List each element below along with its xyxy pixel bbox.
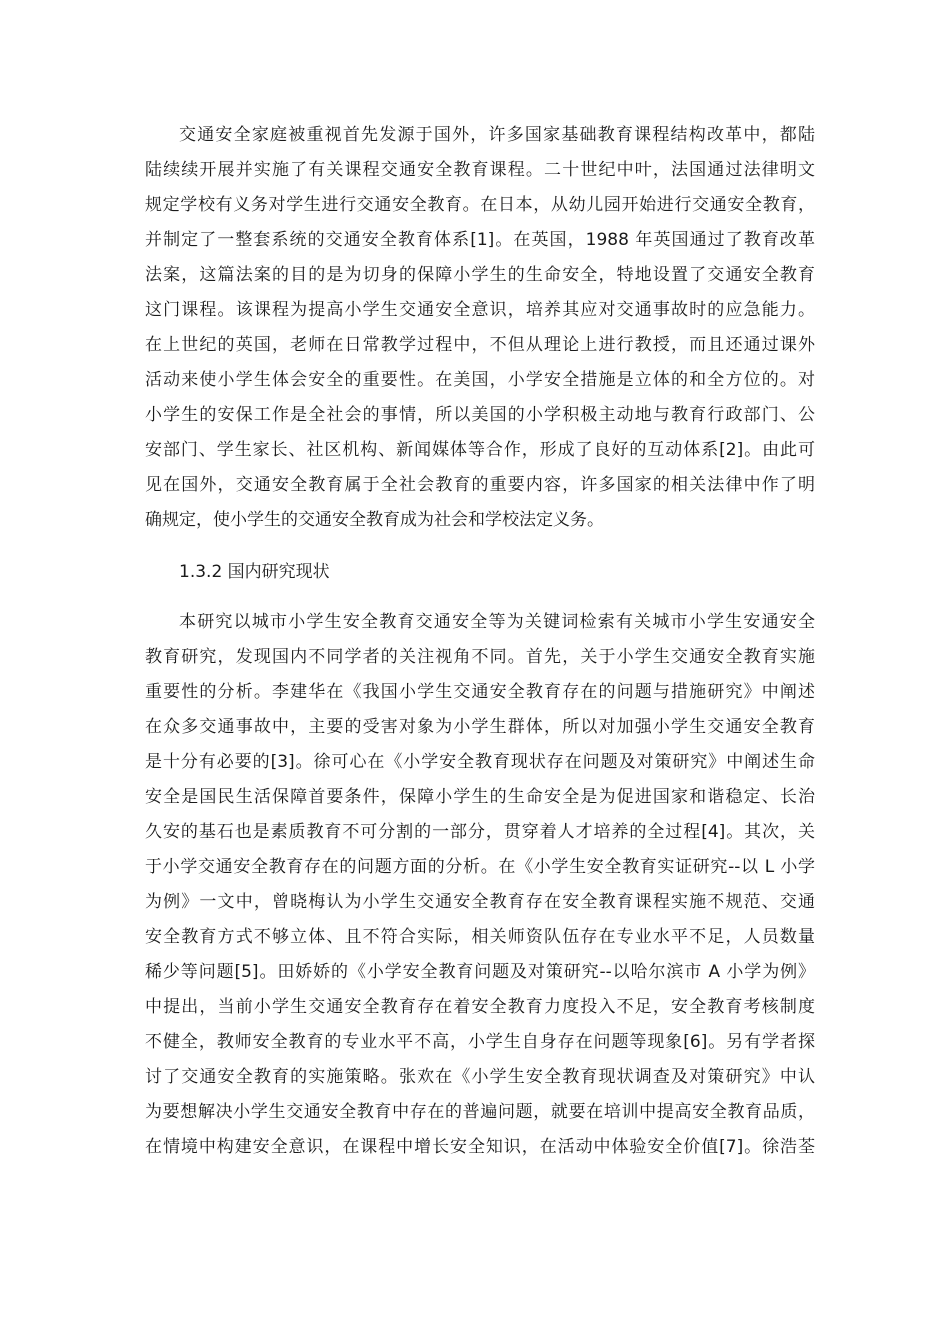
text-line: 重要性的分析。李建华在《我国小学生交通安全教育存在的问题与措施研究》中阐述 bbox=[145, 682, 815, 702]
text-line: 交通安全家庭被重视首先发源于国外，许多国家基础教育课程结构改革中，都陆 bbox=[179, 125, 815, 145]
text-line: 中提出，当前小学生交通安全教育存在着安全教育力度投入不足，安全教育考核制度 bbox=[145, 997, 815, 1017]
text-line: 在上世纪的英国，老师在日常教学过程中，不但从理论上进行教授，而且还通过课外 bbox=[145, 335, 815, 355]
text-line: 小学生的安保工作是全社会的事情，所以美国的小学积极主动地与教育行政部门、公 bbox=[145, 405, 815, 425]
text-line: 讨了交通安全教育的实施策略。张欢在《小学生安全教育现状调查及对策研究》中认 bbox=[145, 1067, 815, 1087]
text-line: 并制定了一整套系统的交通安全教育体系[1]。在英国，1988 年英国通过了教育改革 bbox=[145, 230, 815, 250]
text-line: 这门课程。该课程为提高小学生交通安全意识，培养其应对交通事故时的应急能力。 bbox=[145, 300, 815, 320]
text-line: 安全是国民生活保障首要条件，保障小学生的生命安全是为促进国家和谐稳定、长治 bbox=[145, 787, 815, 807]
text-line: 不健全，教师安全教育的专业水平不高，小学生自身存在问题等现象[6]。另有学者探 bbox=[145, 1032, 815, 1052]
text-line: 在众多交通事故中，主要的受害对象为小学生群体，所以对加强小学生交通安全教育 bbox=[145, 717, 815, 737]
text-line: 稀少等问题[5]。田娇娇的《小学安全教育问题及对策研究--以哈尔滨市 A 小学为例》 bbox=[145, 962, 815, 982]
text-line: 法案，这篇法案的目的是为切身的保障小学生的生命安全，特地设置了交通安全教育 bbox=[145, 265, 815, 285]
text-line: 安全教育方式不够立体、且不符合实际，相关师资队伍存在专业水平不足，人员数量 bbox=[145, 927, 815, 947]
text-line: 是十分有必要的[3]。徐可心在《小学安全教育现状存在问题及对策研究》中阐述生命 bbox=[145, 752, 815, 772]
text-line: 于小学交通安全教育存在的问题方面的分析。在《小学生安全教育实证研究--以 L 小学 bbox=[145, 857, 815, 877]
section-heading: 1.3.2 国内研究现状 bbox=[179, 562, 330, 582]
text-line: 为要想解决小学生交通安全教育中存在的普遍问题，就要在培训中提高安全教育品质， bbox=[145, 1102, 815, 1122]
text-line: 活动来使小学生体会安全的重要性。在美国，小学安全措施是立体的和全方位的。对 bbox=[145, 370, 815, 390]
text-line: 久安的基石也是素质教育不可分割的一部分，贯穿着人才培养的全过程[4]。其次，关 bbox=[145, 822, 815, 842]
text-line: 本研究以城市小学生安全教育交通安全等为关键词检索有关城市小学生安通安全 bbox=[179, 612, 815, 632]
text-line: 教育研究，发现国内不同学者的关注视角不同。首先，关于小学生交通安全教育实施 bbox=[145, 647, 815, 667]
text-line: 确规定，使小学生的交通安全教育成为社会和学校法定义务。 bbox=[145, 510, 604, 530]
text-line: 为例》一文中，曾晓梅认为小学生交通安全教育存在安全教育课程实施不规范、交通 bbox=[145, 892, 815, 912]
text-line: 见在国外，交通安全教育属于全社会教育的重要内容，许多国家的相关法律中作了明 bbox=[145, 475, 815, 495]
text-line: 陆续续开展并实施了有关课程交通安全教育课程。二十世纪中叶，法国通过法律明文 bbox=[145, 160, 815, 180]
text-line: 安部门、学生家长、社区机构、新闻媒体等合作，形成了良好的互动体系[2]。由此可 bbox=[145, 440, 815, 460]
text-line: 规定学校有义务对学生进行交通安全教育。在日本，从幼儿园开始进行交通安全教育， bbox=[145, 195, 815, 215]
text-line: 在情境中构建安全意识，在课程中增长安全知识，在活动中体验安全价值[7]。徐浩荃 bbox=[145, 1137, 815, 1157]
